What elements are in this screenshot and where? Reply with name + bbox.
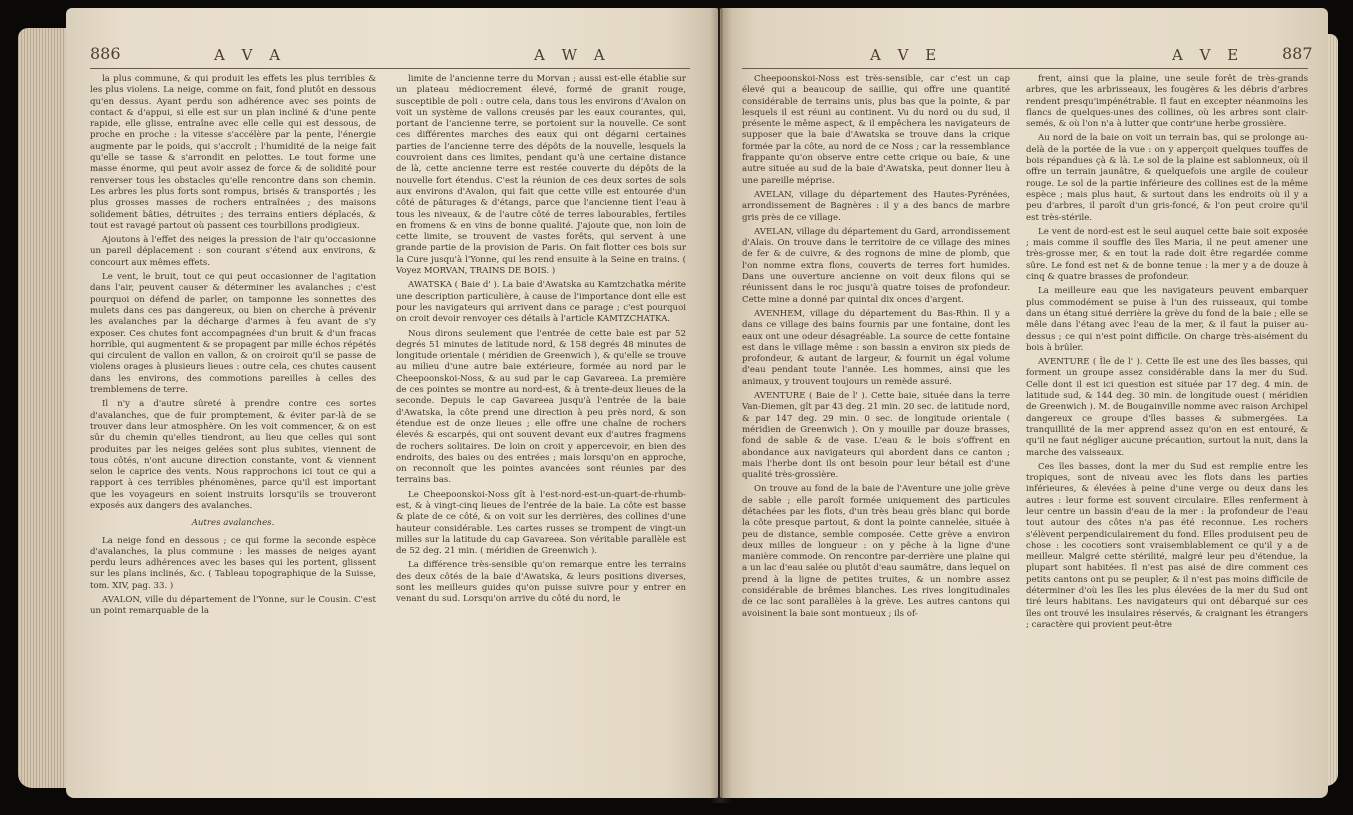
paragraph: AVELAN, village du département des Hautes-Pyrénées, arrondissement de Bagnères : il y a des bancs de marbre gris près de ce village.	[742, 189, 1010, 223]
paragraph: AVELAN, village du département du Gard, arrondissement d'Alais. On trouve dans le territoire de ce village des mines de fer & de cuivre, & des rognons de mine de plomb, que l'on nomme extra flons, couverts de terres fort humides. Dans une ouverture ancienne on voit deux filons qui se réunissent dans le roc jusqu'à quatre toises de profondeur. Cette mine a donné par quintal dix onces d'argent.	[742, 226, 1010, 305]
running-head-right-1: A V E	[870, 46, 943, 64]
header-rule-right	[742, 68, 1308, 69]
page-edges-left	[18, 28, 68, 788]
paragraph: AWATSKA ( Baie d' ). La baie d'Awatska au Kamtzchatka mérite une description particulière, à cause de l'importance dont elle est pour les navigateurs qui arrivent dans ce parage ; c'est pourquoi on croit devoir renvoyer ces détails à l'article KAMTZCHATKA.	[396, 280, 686, 325]
paragraph: Ces îles basses, dont la mer du Sud est remplie entre les tropiques, sont de niveau avec les flots dans les parties inférieures, & élevées à peine d'une verge ou deux dans les autres : leur forme est souvent circulaire. Elles renferment à leur centre un bassin d'eau de la mer : la profondeur de l'eau tout autour des côtes n'a pas été reconnue. Les rochers s'élèvent perpendiculairement du fond. Elles produisent peu de chose : les cocotiers sont vraisemblablement ce qu'il y a de meilleur. Malgré cette stérilité, malgré leur peu d'étendue, la plupart sont habitées. Il n'est pas aisé de dire comment ces petits cantons ont pu se peupler, & il n'est pas moins difficile de déterminer d'où les îles les plus élevées de la mer du Sud ont tiré leurs habitans. Les navigateurs qui ont débarqué sur ces îles ont trouvé les insulaires réservés, & craignant les étrangers ; caractère qui provient peut-être	[1026, 461, 1308, 630]
page-number-right: 887	[1282, 44, 1313, 63]
paragraph: limite de l'ancienne terre du Morvan ; aussi est-elle établie sur un plateau médiocrement élevé, formé de granit rouge, susceptible de poli : outre cela, dans tous les environs d'Avalon on voit un système de vallons creusés par les eaux courantes, qui, portant de l'ancienne terre, se portoient sur la nouvelle. Ce sont ces différentes marches des eaux qui ont dégarni certaines parties de l'ancienne terre des dépôts de la nouvelle, lesquels la couvroient dans ces limites, pendant qu'à une certaine distance de là, cette ancienne terre est restée couverte du dépôts de la nouvelle fort étendus. C'est la réunion de ces deux sortes de sols aux environs d'Avalon, qui fait que cette ville est entourée d'un côté de pâturages & d'étangs, parce que l'ancienne tient l'eau à tous les niveaux, & de l'autre côté de terres labourables, fertiles en fromens & en vins de bonne qualité. J'ajoute que, non loin de cette limite, se trouvent de vastes forêts, qui servent à une grande partie de la provision de Paris. On fait flotter ces bois sur la Cure jusqu'à l'Yonne, qui les rend ensuite à la Seine en trains. ( Voyez MORVAN, TRAINS DE BOIS. )	[396, 74, 686, 277]
paragraph: AVALON, ville du département de l'Yonne, sur le Cousin. C'est un point remarquable de la	[90, 595, 376, 617]
left-column-2	[396, 74, 686, 790]
paragraph: AVENHEM, village du département du Bas-Rhin. Il y a dans ce village des bains fournis par une fontaine, dont les eaux ont une odeur désagréable. La source de cette fontaine est dans le village même : son bassin a environ six pieds de profondeur, & autant de largeur, & fournit un égal volume d'eau pendant toute l'année. Les hommes, ainsi que les animaux, y trouvent toujours un remède assuré.	[742, 308, 1010, 387]
right-page	[720, 8, 1328, 798]
running-head-left-2: A W A	[534, 46, 611, 64]
paragraph: Le vent, le bruit, tout ce qui peut occasionner de l'agitation dans l'air, peuvent causer & déterminer les avalanches ; c'est pourquoi on défend de parler, on tamponne les sonnettes des mulets dans ces pas dangereux, ou bien on cherche à prévenir les avalanches par la décharge d'armes à feu avant de s'y exposer. Ces chutes font accompagnées d'un bruit & d'un fracas horrible, qui augmentent & se propagent par mille échos répétés qui circulent de vallon en vallon, & on croiroit qu'il se passe de violens orages à plusieurs lieues : outre cela, ces chutes causent dans les environs, des commotions pareilles à celles des tremblemens de terre.	[90, 272, 376, 396]
paragraph: la plus commune, & qui produit les effets les plus terribles & les plus violens. La neige, comme on fait, fond plutôt en dessous qu'en dessus. Ayant perdu son adhérence avec ses points de contact & d'appui, si elle est sur un plan incliné & d'une pente rapide, elle glisse, entraîne avec elle celle qui est dessous, de proche en proche : la vitesse s'accélère par la pente, l'énergie augmente par le poids, qui s'accroît ; l'humidité de la neige fait qu'elle se tasse & s'arrondit en pelottes. Le tout forme une masse énorme, qui peut avoir assez de force & de solidité pour renverser tous les obstacles qu'elle rencontre dans son chemin. Les arbres les plus forts sont rompus, brisés & transportés ; les plus grosses masses de rochers entraînées ; des maisons solidement bâties, détruites ; des terrains entiers déplacés, & tout est ravagé partout où passent ces tourbillons prodigieux.	[90, 74, 376, 231]
running-head-right-2: A V E	[1172, 46, 1245, 64]
page-number-left: 886	[90, 44, 121, 63]
paragraph: frent, ainsi que la plaine, une seule forêt de très-grands arbres, que les arbrisseaux, les fougères & les débris d'arbres rendent presqu'impénétrable. Il faut en excepter néanmoins les flancs de quelques-unes des collines, où les arbres sont clair-semés, & où l'on n'a à lutter que contr'une herbe grossière.	[1026, 74, 1308, 130]
header-rule-left	[90, 68, 690, 69]
paragraph: La différence très-sensible qu'on remarque entre les terrains des deux côtés de la baie d'Awatska, & leurs positions diverses, sont les meilleurs guides qu'on puisse suivre pour y entrer en venant du sud. Lorsqu'on arrive du côté du nord, le	[396, 560, 686, 605]
subheading: Autres avalanches.	[191, 518, 275, 529]
paragraph: Nous dirons seulement que l'entrée de cette baie est par 52 degrés 51 minutes de latitude nord, & 158 degrés 48 minutes de longitude orientale ( méridien de Greenwich ), & qu'elle se trouve au milieu d'une autre baie extérieure, formée au nord par le Cheepoonskoi-Noss, & au sud par le cap Gavareea. La première de ces pointes se montre au nord-est, & à trente-deux lieues de la seconde. Depuis le cap Gavareea jusqu'à l'entrée de la baie d'Awatska, la côte prend une direction à peu près nord, & son étendue est de onze lieues ; elle offre une chaîne de rochers élevés & escarpés, qui ont souvent devant eux d'autres fragmens de rochers solitaires. De loin on croit y appercevoir, en bien des endroits, des baies ou des entrées ; mais lorsqu'on en approche, on reconnoît que les pointes avancées sont réunies par des terrains bas.	[396, 328, 686, 486]
paragraph: AVENTURE ( Île de l' ). Cette île est une des îles basses, qui forment un groupe assez considérable dans la mer du Sud. Celle dont il est ici question est située par 17 deg. 4 min. de latitude sud, & 144 deg. 30 min. de longitude ouest ( méridien de Greenwich ). M. de Bougainville nomme avec raison Archipel dangereux ce groupe d'îles basses & submergées. La tranquillité de la mer apprend assez qu'on en est entouré, & qu'il ne faut négliger aucune précaution, surtout la nuit, dans la marche des vaisseaux.	[1026, 357, 1308, 458]
paragraph: La neige fond en dessous ; ce qui forme la seconde espèce d'avalanches, la plus commune : les masses de neiges ayant perdu leurs adhérences avec les bases qui les portent, glissent sur les plans inclinés, &c. ( Tableau topographique de la Suisse, tom. XIV, pag. 33. )	[90, 535, 376, 591]
paragraph: On trouve au fond de la baie de l'Aventure une jolie grève de sable ; elle paroît formée uniquement des particules détachées par les flots, d'un très beau grès blanc qui borde la côte presque partout, & dont la pointe cannelée, située à peu de distance, semble composée. Cette grève a environ deux milles de longueur : on y pêche à la ligne d'une manière commode. On rencontre par-derrière une plaine qui a un lac d'eau salée ou plutôt d'eau saumâtre, dans lequel on prend à la ligne de petites truites, & un nombre assez considérable de brêmes blanches. Les rives longitudinales de ce lac sont parallèles à la grève. Les autres cantons qui avoisinent la baie sont montueux ; ils of-	[742, 484, 1010, 619]
left-column-1	[90, 74, 376, 790]
paragraph: Cheepoonskoi-Noss est très-sensible, car c'est un cap élevé qui a beaucoup de saillie, qui offre une quantité considérable de terrains unis, plus bas que la pointe, & par lesquels il est réuni au continent. Vu du nord ou du sud, il présente le même aspect, & il empêchera les navigateurs de supposer que la baie d'Awatska se trouve dans la crique formée par la côte, au nord de ce Noss ; car la ressemblance frappante qu'on observe entre cette crique ou baie, & une autre située au sud de la baie d'Awatska, peut donner lieu à une pareille méprise.	[742, 74, 1010, 186]
paragraph: AVENTURE ( Baie de l' ). Cette baie, située dans la terre Van-Diemen, gît par 43 deg. 21 min. 20 sec. de latitude nord, & par 147 deg. 29 min. 0 sec. de longitude orientale ( méridien de Greenwich ). On y mouille par douze brasses, fond de sable & de vase. L'eau & le bois s'offrent en abondance aux navigateurs qui abordent dans ce canton ; mais l'herbe dont ils ont besoin pour leur bétail est d'une qualité très-grossière.	[742, 391, 1010, 481]
paragraph: Il n'y a d'autre sûreté à prendre contre ces sortes d'avalanches, que de fuir promptement, & éviter par-là de se trouver dans leur atmosphère. On les voit commencer, & on est sûr du chemin qu'elles tiendront, au lieu que celles qui sont produites par les neiges gelées sont plus subites, viennent de tous côtés, n'ont aucune direction constante, vont & viennent selon le caprice des vents. Nous rapprochons ici tout ce qui a rapport à ces terribles phénomènes, parce qu'il est important que les voyageurs en soient instruits lorsqu'ils se trouveront exposés aux dangers des avalanches.	[90, 399, 376, 511]
book-spread	[18, 8, 1340, 808]
right-column-2	[1026, 74, 1308, 790]
paragraph: Au nord de la baie on voit un terrain bas, qui se prolonge au-delà de la portée de la vue : on y apperçoit quelques touffes de bois répandues çà & là. Le sol de la plaine est sablonneux, où il offre un terrain jaunâtre, & quelquefois une argile de couleur rouge. Le sol de la partie inférieure des collines est de la même espèce ; mais plus haut, & surtout dans les endroits où il y a peu d'arbres, il paroît d'un gris-foncé, & l'on peut croire qu'il est très-stérile.	[1026, 133, 1308, 223]
running-head-left-1: A V A	[214, 46, 287, 64]
paragraph: La meilleure eau que les navigateurs peuvent embarquer plus commodément se puise à l'un des ruisseaux, qui tombe dans un étang situé derrière la grève du fond de la baie ; elle se mêle dans l'étang avec l'eau de la mer, & il faut la puiser au-dessus ; ce qui n'est point difficile. On charge très-aisément du bois à brûler.	[1026, 286, 1308, 353]
paragraph: Ajoutons à l'effet des neiges la pression de l'air qu'occasionne un pareil déplacement : son courant s'étend aux environs, & concourt aux mêmes effets.	[90, 235, 376, 268]
paragraph: Le vent de nord-est est le seul auquel cette baie soit exposée ; mais comme il souffle des îles Maria, il ne peut amener une très-grosse mer, & en tout la rade doit être regardée comme sûre. Le fond est net & de bonne tenue : la mer y a de douze à cinq & quatre brasses de profondeur.	[1026, 226, 1308, 283]
book-gutter	[710, 8, 732, 803]
paragraph: Le Cheepoonskoi-Noss gît à l'est-nord-est-un-quart-de-rhumb-est, & à vingt-cinq lieues de l'entrée de la baie. La côte est basse & plate de ce côté, & on voit sur les derrières, des collines d'une hauteur considérable. Les cartes russes se trompent de vingt-un milles sur la latitude du cap Gavareea. Son véritable parallèle est de 52 deg. 21 min. ( méridien de Greenwich ).	[396, 489, 686, 557]
left-page	[66, 8, 718, 798]
right-column-1	[742, 74, 1010, 790]
